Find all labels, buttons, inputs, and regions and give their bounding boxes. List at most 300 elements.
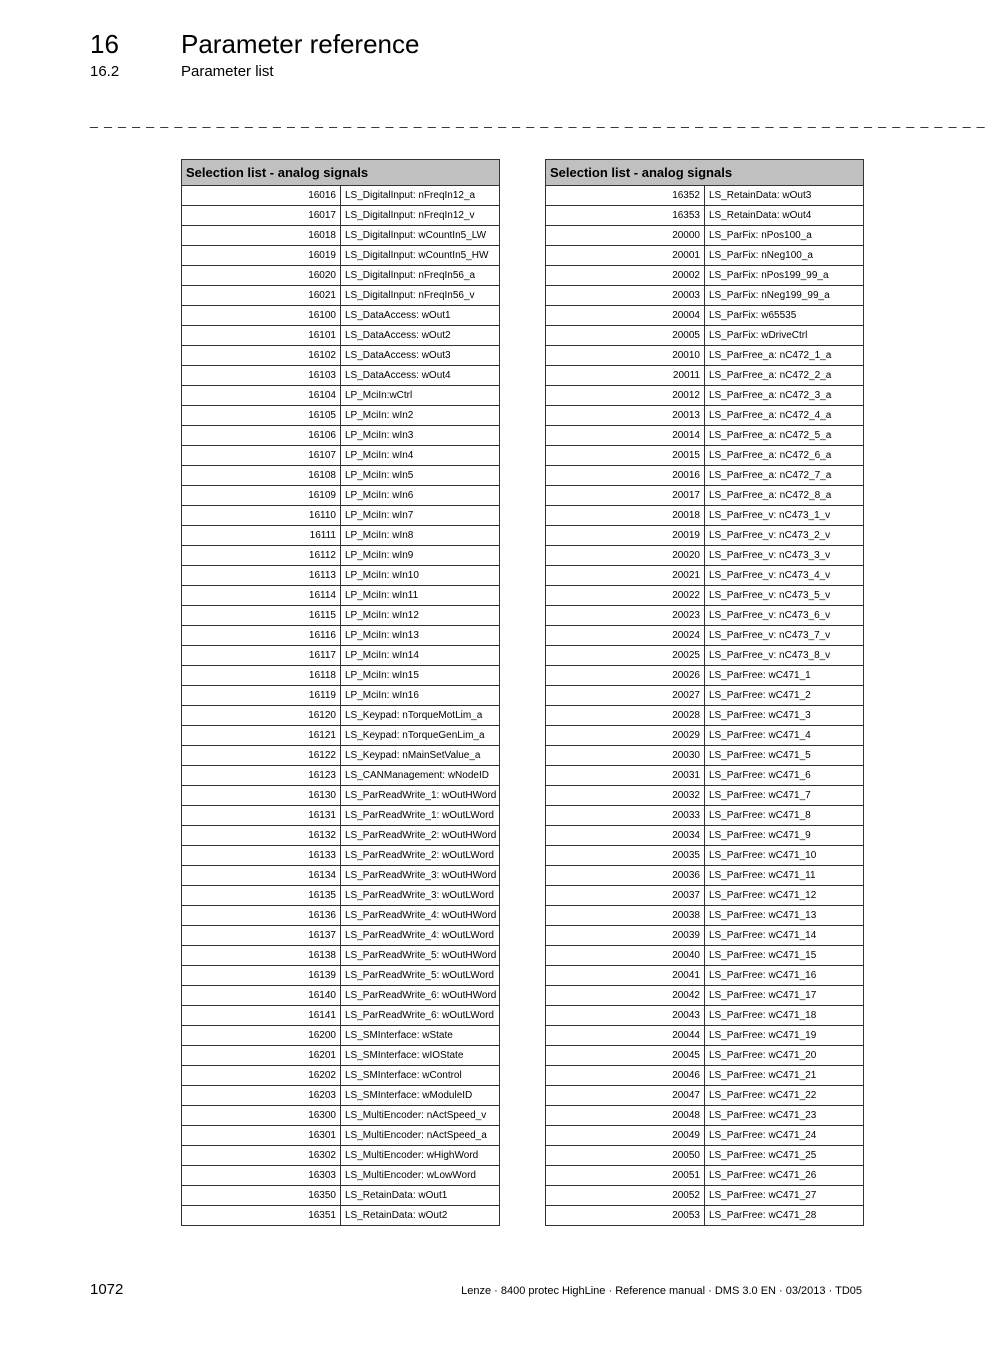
table-row <box>182 626 500 646</box>
signal-name: LP_MciIn: wIn8 <box>341 526 500 546</box>
signal-number: 20034 <box>546 826 705 846</box>
table-row <box>182 286 500 306</box>
table-row <box>546 626 864 646</box>
signal-name: LS_ParFree_v: nC473_3_v <box>705 546 864 566</box>
table-row <box>546 306 864 326</box>
table-row <box>182 1106 500 1126</box>
signal-number: 20001 <box>546 246 705 266</box>
signal-number: 16020 <box>182 266 341 286</box>
signal-name: LS_ParReadWrite_2: wOutHWord <box>341 826 500 846</box>
signal-number: 20043 <box>546 1006 705 1026</box>
signal-number: 16201 <box>182 1046 341 1066</box>
signal-number: 20044 <box>546 1026 705 1046</box>
signal-name: LS_ParReadWrite_4: wOutHWord <box>341 906 500 926</box>
signal-number: 16104 <box>182 386 341 406</box>
signal-name: LP_MciIn: wIn16 <box>341 686 500 706</box>
signal-name: LS_ParFree: wC471_4 <box>705 726 864 746</box>
signal-name: LS_Keypad: nTorqueMotLim_a <box>341 706 500 726</box>
signal-name: LP_MciIn: wIn6 <box>341 486 500 506</box>
signal-number: 20020 <box>546 546 705 566</box>
signal-name: LS_ParFree: wC471_6 <box>705 766 864 786</box>
signal-number: 20019 <box>546 526 705 546</box>
table-row <box>182 826 500 846</box>
table-row <box>182 666 500 686</box>
signal-name: LS_ParReadWrite_6: wOutLWord <box>341 1006 500 1026</box>
table-row <box>182 806 500 826</box>
signal-name: LP_MciIn: wIn14 <box>341 646 500 666</box>
table-row <box>546 946 864 966</box>
signal-name: LS_ParFix: w65535 <box>705 306 864 326</box>
signal-name: LS_ParFree_v: nC473_4_v <box>705 566 864 586</box>
signal-number: 20036 <box>546 866 705 886</box>
table-row <box>182 646 500 666</box>
signal-name: LS_ParReadWrite_6: wOutHWord <box>341 986 500 1006</box>
signal-name: LS_ParFree: wC471_3 <box>705 706 864 726</box>
dashed-separator: _ _ _ _ _ _ _ _ _ _ _ _ _ _ _ _ _ _ _ _ _ _ _ _ _ _ _ _ _ _ _ _ _ _ _ _ _ _ _ _ _ _ _ _ _ _ _ _ _ _ _ _ _ _ _ _ _ _ _ _ _ _ _ _ <box>90 112 986 128</box>
signal-name: LS_ParReadWrite_3: wOutHWord <box>341 866 500 886</box>
table-row <box>182 926 500 946</box>
table-row <box>182 1126 500 1146</box>
table-row <box>182 726 500 746</box>
table-row <box>546 246 864 266</box>
signal-name: LP_MciIn: wIn5 <box>341 466 500 486</box>
table-row <box>546 546 864 566</box>
signal-number: 20027 <box>546 686 705 706</box>
signal-number: 20011 <box>546 366 705 386</box>
table-row <box>546 906 864 926</box>
signal-name: LS_ParFree: wC471_8 <box>705 806 864 826</box>
table-row <box>546 1106 864 1126</box>
signal-number: 20051 <box>546 1166 705 1186</box>
signal-number: 16121 <box>182 726 341 746</box>
table-row <box>182 266 500 286</box>
signal-number: 16300 <box>182 1106 341 1126</box>
signal-name: LS_DigitalInput: nFreqIn12_a <box>341 186 500 206</box>
signal-number: 20030 <box>546 746 705 766</box>
chapter-number: 16 <box>90 29 119 59</box>
signal-number: 16106 <box>182 426 341 446</box>
table-row <box>546 586 864 606</box>
signal-name: LS_ParFree_a: nC472_1_a <box>705 346 864 366</box>
table-row <box>182 1166 500 1186</box>
signal-name: LS_ParFree_a: nC472_6_a <box>705 446 864 466</box>
signal-name: LS_ParFree: wC471_25 <box>705 1146 864 1166</box>
signal-number: 16107 <box>182 446 341 466</box>
signal-name: LS_RetainData: wOut2 <box>341 1206 500 1226</box>
table-row <box>546 386 864 406</box>
table-row <box>182 446 500 466</box>
signal-name: LS_ParFree: wC471_5 <box>705 746 864 766</box>
table-row <box>182 1026 500 1046</box>
signal-number: 16016 <box>182 186 341 206</box>
table-row <box>546 206 864 226</box>
signal-name: LS_ParFix: nNeg100_a <box>705 246 864 266</box>
signal-name: LS_ParReadWrite_5: wOutHWord <box>341 946 500 966</box>
signal-number: 20017 <box>546 486 705 506</box>
signal-name: LS_ParFree: wC471_10 <box>705 846 864 866</box>
table-row <box>546 846 864 866</box>
signal-name: LP_MciIn: wIn12 <box>341 606 500 626</box>
table-row <box>546 226 864 246</box>
signal-name: LS_ParFree: wC471_17 <box>705 986 864 1006</box>
signal-name: LS_ParFree: wC471_7 <box>705 786 864 806</box>
signal-number: 16140 <box>182 986 341 1006</box>
table-row <box>182 766 500 786</box>
signal-number: 16351 <box>182 1206 341 1226</box>
signal-number: 20040 <box>546 946 705 966</box>
signal-number: 16108 <box>182 466 341 486</box>
signal-number: 16105 <box>182 406 341 426</box>
signal-name: LP_MciIn: wIn11 <box>341 586 500 606</box>
signal-name: LS_MultiEncoder: nActSpeed_a <box>341 1126 500 1146</box>
signal-number: 16110 <box>182 506 341 526</box>
signal-number: 16202 <box>182 1066 341 1086</box>
table-header-row <box>546 160 864 186</box>
signal-number: 16101 <box>182 326 341 346</box>
signal-number: 16017 <box>182 206 341 226</box>
signal-number: 16115 <box>182 606 341 626</box>
table-row <box>546 346 864 366</box>
table-row <box>546 966 864 986</box>
signal-name: LS_DataAccess: wOut4 <box>341 366 500 386</box>
selection-list-table-left <box>181 159 500 1226</box>
table-row <box>546 506 864 526</box>
table-row <box>182 206 500 226</box>
table-row <box>182 466 500 486</box>
table-row <box>546 1046 864 1066</box>
signal-name: LS_ParFree_a: nC472_2_a <box>705 366 864 386</box>
table-row <box>546 766 864 786</box>
signal-number: 16120 <box>182 706 341 726</box>
table-row <box>182 486 500 506</box>
table-row <box>182 686 500 706</box>
table-row <box>182 606 500 626</box>
signal-number: 20000 <box>546 226 705 246</box>
signal-name: LS_RetainData: wOut1 <box>341 1186 500 1206</box>
signal-name: LS_DigitalInput: nFreqIn56_v <box>341 286 500 306</box>
table-row <box>546 826 864 846</box>
signal-number: 20046 <box>546 1066 705 1086</box>
signal-name: LS_ParFree: wC471_15 <box>705 946 864 966</box>
signal-number: 16134 <box>182 866 341 886</box>
signal-name: LS_MultiEncoder: wHighWord <box>341 1146 500 1166</box>
signal-name: LS_ParReadWrite_1: wOutLWord <box>341 806 500 826</box>
signal-number: 20013 <box>546 406 705 426</box>
selection-list-table-right <box>545 159 864 1226</box>
table-row <box>546 366 864 386</box>
signal-name: LS_RetainData: wOut3 <box>705 186 864 206</box>
signal-number: 16103 <box>182 366 341 386</box>
table-row <box>182 846 500 866</box>
table-row <box>182 306 500 326</box>
signal-name: LS_ParFree: wC471_11 <box>705 866 864 886</box>
signal-number: 20004 <box>546 306 705 326</box>
table-row <box>182 1086 500 1106</box>
table-row <box>546 446 864 466</box>
signal-name: LP_MciIn:wCtrl <box>341 386 500 406</box>
signal-name: LS_ParReadWrite_2: wOutLWord <box>341 846 500 866</box>
footer-text: Lenze · 8400 protec HighLine · Reference manual · DMS 3.0 EN · 03/2013 · TD05 <box>461 1285 862 1297</box>
table-row <box>546 1086 864 1106</box>
signal-name: LP_MciIn: wIn7 <box>341 506 500 526</box>
table-row <box>546 1026 864 1046</box>
signal-number: 20012 <box>546 386 705 406</box>
signal-number: 20021 <box>546 566 705 586</box>
section-number: 16.2 <box>90 63 120 80</box>
signal-number: 20053 <box>546 1206 705 1226</box>
signal-name: LS_Keypad: nMainSetValue_a <box>341 746 500 766</box>
signal-number: 16116 <box>182 626 341 646</box>
signal-number: 16141 <box>182 1006 341 1026</box>
signal-number: 20033 <box>546 806 705 826</box>
table-row <box>182 906 500 926</box>
table-row <box>182 866 500 886</box>
signal-number: 20015 <box>546 446 705 466</box>
signal-name: LS_ParReadWrite_5: wOutLWord <box>341 966 500 986</box>
signal-name: LS_DataAccess: wOut3 <box>341 346 500 366</box>
table-row <box>546 186 864 206</box>
signal-number: 20016 <box>546 466 705 486</box>
table-row <box>546 726 864 746</box>
signal-name: LP_MciIn: wIn2 <box>341 406 500 426</box>
signal-number: 20039 <box>546 926 705 946</box>
signal-name: LS_ParFree_v: nC473_7_v <box>705 626 864 646</box>
signal-number: 16118 <box>182 666 341 686</box>
signal-name: LS_ParFree_a: nC472_5_a <box>705 426 864 446</box>
table-row <box>546 1186 864 1206</box>
signal-number: 16123 <box>182 766 341 786</box>
table-row <box>182 566 500 586</box>
table-row <box>182 586 500 606</box>
table-row <box>546 686 864 706</box>
signal-name: LS_CANManagement: wNodeID <box>341 766 500 786</box>
signal-name: LP_MciIn: wIn13 <box>341 626 500 646</box>
signal-name: LS_DigitalInput: nFreqIn12_v <box>341 206 500 226</box>
signal-name: LS_SMInterface: wModuleID <box>341 1086 500 1106</box>
signal-name: LS_DigitalInput: nFreqIn56_a <box>341 266 500 286</box>
table-row <box>182 1066 500 1086</box>
table-row <box>546 526 864 546</box>
table-row <box>546 1146 864 1166</box>
signal-number: 16021 <box>182 286 341 306</box>
table-row <box>182 706 500 726</box>
signal-name: LS_ParFix: nPos199_99_a <box>705 266 864 286</box>
signal-number: 20032 <box>546 786 705 806</box>
signal-number: 20052 <box>546 1186 705 1206</box>
signal-number: 16203 <box>182 1086 341 1106</box>
signal-number: 20023 <box>546 606 705 626</box>
signal-number: 20049 <box>546 1126 705 1146</box>
signal-name: LP_MciIn: wIn4 <box>341 446 500 466</box>
table-row <box>546 746 864 766</box>
signal-number: 20031 <box>546 766 705 786</box>
signal-number: 16102 <box>182 346 341 366</box>
signal-number: 16100 <box>182 306 341 326</box>
signal-name: LS_ParFree: wC471_12 <box>705 886 864 906</box>
signal-number: 16353 <box>546 206 705 226</box>
signal-name: LS_ParFree_v: nC473_6_v <box>705 606 864 626</box>
signal-name: LS_ParReadWrite_1: wOutHWord <box>341 786 500 806</box>
signal-name: LS_ParFix: nPos100_a <box>705 226 864 246</box>
signal-number: 20035 <box>546 846 705 866</box>
signal-name: LS_ParReadWrite_3: wOutLWord <box>341 886 500 906</box>
signal-name: LS_Keypad: nTorqueGenLim_a <box>341 726 500 746</box>
signal-number: 20042 <box>546 986 705 1006</box>
signal-name: LS_ParFree_v: nC473_1_v <box>705 506 864 526</box>
signal-number: 16302 <box>182 1146 341 1166</box>
signal-number: 20038 <box>546 906 705 926</box>
table-row <box>546 486 864 506</box>
table-row <box>546 986 864 1006</box>
table-row <box>182 366 500 386</box>
signal-name: LS_ParFree: wC471_14 <box>705 926 864 946</box>
table-row <box>182 386 500 406</box>
signal-number: 20018 <box>546 506 705 526</box>
signal-name: LS_ParFree: wC471_24 <box>705 1126 864 1146</box>
signal-number: 16135 <box>182 886 341 906</box>
signal-number: 16139 <box>182 966 341 986</box>
signal-name: LS_ParFree: wC471_13 <box>705 906 864 926</box>
signal-name: LS_ParFree: wC471_21 <box>705 1066 864 1086</box>
signal-name: LS_ParFree_v: nC473_2_v <box>705 526 864 546</box>
table-row <box>546 606 864 626</box>
signal-number: 16352 <box>546 186 705 206</box>
signal-name: LS_ParFree: wC471_2 <box>705 686 864 706</box>
table-row <box>182 1146 500 1166</box>
signal-name: LS_ParFree: wC471_1 <box>705 666 864 686</box>
table-row <box>546 666 864 686</box>
signal-name: LS_ParReadWrite_4: wOutLWord <box>341 926 500 946</box>
table-row <box>182 746 500 766</box>
signal-name: LS_ParFree_a: nC472_4_a <box>705 406 864 426</box>
signal-number: 20022 <box>546 586 705 606</box>
table-row <box>546 866 864 886</box>
signal-number: 20014 <box>546 426 705 446</box>
signal-number: 20002 <box>546 266 705 286</box>
page-number: 1072 <box>90 1281 124 1298</box>
signal-number: 16119 <box>182 686 341 706</box>
signal-number: 16200 <box>182 1026 341 1046</box>
table-row <box>182 786 500 806</box>
signal-name: LS_ParFree: wC471_22 <box>705 1086 864 1106</box>
signal-name: LS_ParFree: wC471_18 <box>705 1006 864 1026</box>
signal-number: 16131 <box>182 806 341 826</box>
table-row <box>546 1126 864 1146</box>
table-row <box>182 426 500 446</box>
table-row <box>182 1206 500 1226</box>
chapter-title: Parameter reference <box>181 29 420 59</box>
table-row <box>546 806 864 826</box>
signal-name: LS_DigitalInput: wCountIn5_HW <box>341 246 500 266</box>
table-row <box>546 1166 864 1186</box>
table-row <box>182 1006 500 1026</box>
signal-number: 16109 <box>182 486 341 506</box>
signal-number: 16122 <box>182 746 341 766</box>
signal-name: LS_ParFree: wC471_23 <box>705 1106 864 1126</box>
signal-name: LS_ParFree_a: nC472_3_a <box>705 386 864 406</box>
signal-name: LS_ParFree: wC471_9 <box>705 826 864 846</box>
table-row <box>182 406 500 426</box>
table-row <box>182 346 500 366</box>
signal-number: 16114 <box>182 586 341 606</box>
table-row <box>182 506 500 526</box>
signal-name: LS_RetainData: wOut4 <box>705 206 864 226</box>
table-row <box>546 1066 864 1086</box>
signal-number: 16138 <box>182 946 341 966</box>
signal-number: 16112 <box>182 546 341 566</box>
table-row <box>182 526 500 546</box>
signal-number: 16303 <box>182 1166 341 1186</box>
table-row <box>546 286 864 306</box>
signal-number: 16301 <box>182 1126 341 1146</box>
table-row <box>182 326 500 346</box>
signal-name: LS_SMInterface: wControl <box>341 1066 500 1086</box>
signal-name: LS_ParFree: wC471_28 <box>705 1206 864 1226</box>
table-row <box>182 966 500 986</box>
signal-number: 20026 <box>546 666 705 686</box>
signal-number: 20050 <box>546 1146 705 1166</box>
signal-number: 16111 <box>182 526 341 546</box>
signal-number: 16350 <box>182 1186 341 1206</box>
signal-number: 20045 <box>546 1046 705 1066</box>
signal-name: LS_ParFree_a: nC472_8_a <box>705 486 864 506</box>
signal-name: LP_MciIn: wIn10 <box>341 566 500 586</box>
signal-name: LS_ParFree_a: nC472_7_a <box>705 466 864 486</box>
signal-name: LS_ParFree: wC471_20 <box>705 1046 864 1066</box>
table-row <box>546 406 864 426</box>
table-row <box>182 986 500 1006</box>
signal-number: 16018 <box>182 226 341 246</box>
signal-name: LP_MciIn: wIn15 <box>341 666 500 686</box>
signal-name: LS_ParFree_v: nC473_8_v <box>705 646 864 666</box>
table-row <box>182 226 500 246</box>
signal-number: 20005 <box>546 326 705 346</box>
table-title: Selection list - analog signals <box>546 160 864 186</box>
signal-number: 16130 <box>182 786 341 806</box>
table-row <box>546 926 864 946</box>
signal-name: LS_ParFree: wC471_27 <box>705 1186 864 1206</box>
table-row <box>546 646 864 666</box>
signal-name: LS_ParFree: wC471_16 <box>705 966 864 986</box>
signal-name: LS_DataAccess: wOut2 <box>341 326 500 346</box>
signal-name: LS_SMInterface: wIOState <box>341 1046 500 1066</box>
signal-number: 20028 <box>546 706 705 726</box>
signal-number: 16113 <box>182 566 341 586</box>
table-row <box>546 326 864 346</box>
table-row <box>546 786 864 806</box>
signal-name: LS_MultiEncoder: nActSpeed_v <box>341 1106 500 1126</box>
section-title: Parameter list <box>181 63 274 80</box>
table-row <box>546 706 864 726</box>
signal-number: 20041 <box>546 966 705 986</box>
signal-name: LS_ParFree_v: nC473_5_v <box>705 586 864 606</box>
signal-number: 16132 <box>182 826 341 846</box>
table-row <box>546 466 864 486</box>
signal-name: LP_MciIn: wIn3 <box>341 426 500 446</box>
signal-name: LS_DigitalInput: wCountIn5_LW <box>341 226 500 246</box>
table-row <box>546 1006 864 1026</box>
table-row <box>182 186 500 206</box>
signal-number: 16019 <box>182 246 341 266</box>
signal-name: LS_MultiEncoder: wLowWord <box>341 1166 500 1186</box>
signal-number: 20003 <box>546 286 705 306</box>
signal-number: 16136 <box>182 906 341 926</box>
signal-name: LS_ParFix: wDriveCtrl <box>705 326 864 346</box>
table-row <box>182 246 500 266</box>
signal-number: 20037 <box>546 886 705 906</box>
signal-number: 20025 <box>546 646 705 666</box>
table-row <box>546 566 864 586</box>
